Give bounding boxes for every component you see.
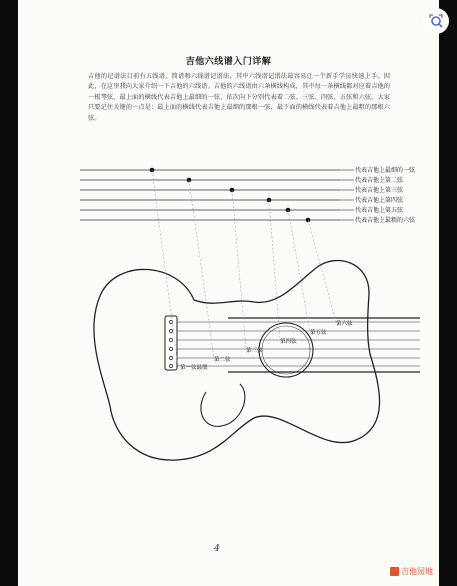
staff-label-1: 代表吉他上最细的一弦 [355, 167, 416, 174]
staff-label-6: 代表吉他上最粗的六弦 [355, 217, 416, 224]
neck-label-4: 第四弦 [280, 339, 297, 345]
neck-label-6: 第六弦 [336, 321, 353, 327]
staff-label-2: 代表吉他上第二弦 [355, 177, 404, 184]
guitar-tab-diagram [18, 0, 439, 586]
brand-logo-icon [390, 567, 399, 576]
neck-label-3: 第三弦 [246, 348, 263, 354]
neck-label-2: 第二弦 [214, 357, 231, 363]
neck-label-5: 第五弦 [310, 330, 327, 336]
lens-search-button[interactable] [423, 8, 449, 34]
brand-name: 吉他园地 [401, 567, 433, 576]
tab-staff [80, 170, 340, 220]
staff-label-4: 代表吉他上第四弦 [355, 197, 404, 204]
document-page [18, 0, 439, 586]
guitar-body-outline [94, 260, 380, 460]
brand-watermark [390, 566, 433, 577]
staff-label-3: 代表吉他上第三弦 [355, 187, 404, 194]
document-title: 吉他六线谱入门详解 [185, 57, 272, 67]
guitar-bridge [165, 316, 177, 370]
page-number: 4 [214, 544, 220, 554]
guitar-neck [228, 318, 420, 372]
neck-label-1: 第一弦最细 [180, 365, 208, 371]
intro-paragraph: 吉他的记谱法目前有五线谱、简谱和六线谱记谱法，其中六线谱记谱法最容易让一个新手学员快速上手。因此，在这里我向大家介绍一下吉他的六线谱。吉他的六线谱由六条横线构成，其中每一条横线都对应着吉他的一根琴弦，最上面的横线代表吉他上最细的一弦，依次向下分别代表着二弦、三弦、四弦、五弦和六弦。大家只要记住关键的一点是：最上面的横线代表吉他上最细的那根一弦，最下面的横线代表着吉他上最粗的那根六弦。 [88, 73, 390, 122]
lens-search-icon [423, 8, 449, 34]
staff-label-5: 代表吉他上第五弦 [355, 207, 404, 214]
